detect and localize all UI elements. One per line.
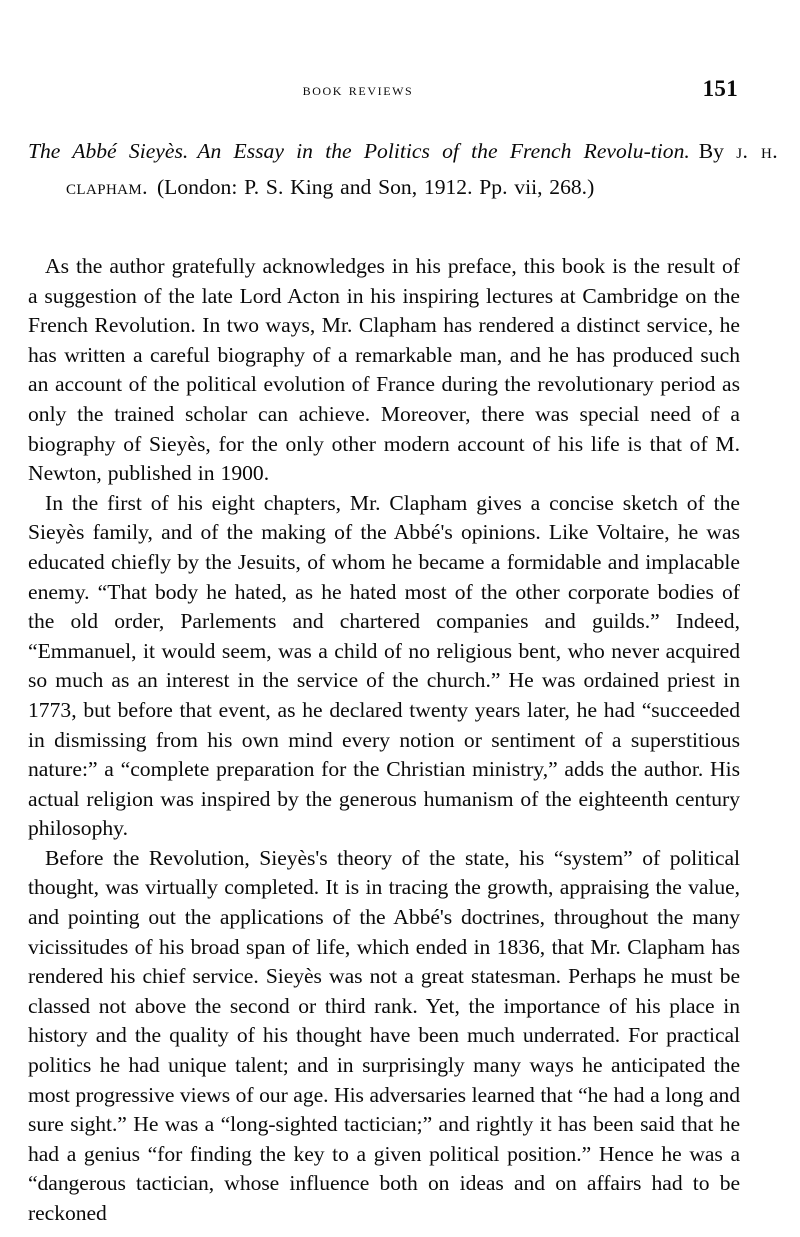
running-head [28, 76, 738, 108]
running-head-title: book reviews [302, 80, 414, 99]
citation-byline-prefix: By [698, 139, 724, 163]
review-body [28, 252, 740, 1229]
citation-imprint: (London: P. S. King and Son, 1912. Pp. vii, 268.) [156, 174, 595, 199]
citation-author: j. h. clapham. [66, 139, 778, 199]
book-citation [28, 134, 778, 205]
body-paragraph: In the first of his eight chapters, Mr. Clapham gives a concise sketch of the Sieyès family, and of the making of the Abbé's opinions. Like Voltaire, he was educated chiefly by the Jesuits, of whom he became a formidable and implacable enemy. “That body he hated, as he hated most of the other corporate bodies of the old order, Parlements and chartered companies and guilds.” Indeed, “Emmanuel, it would seem, was a child of no religious bent, who never acquired so much as an interest in the service of the church.” He was ordained priest in 1773, but before that event, as he declared twenty years later, he had “succeeded in dismissing from his own mind every notion or sentiment of a superstitious nature:” a “complete preparation for the Christian ministry,” adds the author. His actual religion was inspired by the generous humanism of the eighteenth century philosophy. [28, 490, 740, 841]
page-number: 151 [702, 76, 738, 101]
body-paragraph: Before the Revolution, Sieyès's theory of the state, his “system” of political thought, was virtually completed. It is in tracing the growth, appraising the value, and pointing out the applications of the Abbé's doctrines, throughout the many vicissitudes of his broad span of life, which ended in 1836, that Mr. Clapham has rendered his chief service. Sieyès was not a great statesman. Perhaps he must be classed not above the second or third rank. Yet, the importance of his place in history and the quality of his thought have been much underrated. For practical politics he had unique talent; and in surprisingly many ways he anticipated the most progressive views of our age. His adversaries learned that “he had a long and sure sight.” He was a “long-sighted tactician;” and rightly it has been said that he had a genius “for finding the key to a given political position.” Hence he was a “dangerous tactician, whose influence both on ideas and on affairs had to be reckoned [28, 845, 740, 1225]
citation-subtitle: An Essay in the Politics of the French Revolu-tion. [197, 139, 690, 163]
body-paragraph: As the author gratefully acknowledges in his preface, this book is the result of a suggestion of the late Lord Acton in his inspiring lectures at Cambridge on the French Revolution. In two ways, Mr. Clapham has rendered a distinct service, he has written a careful biography of a remarkable man, and he has produced such an account of the political evolution of France during the revolutionary period as only the trained scholar can achieve. Moreover, there was special need of a biography of Sieyès, for the only other modern account of his life is that of M. Newton, published in 1900. [28, 254, 740, 486]
citation-title: The Abbé Sieyès. [28, 139, 189, 163]
